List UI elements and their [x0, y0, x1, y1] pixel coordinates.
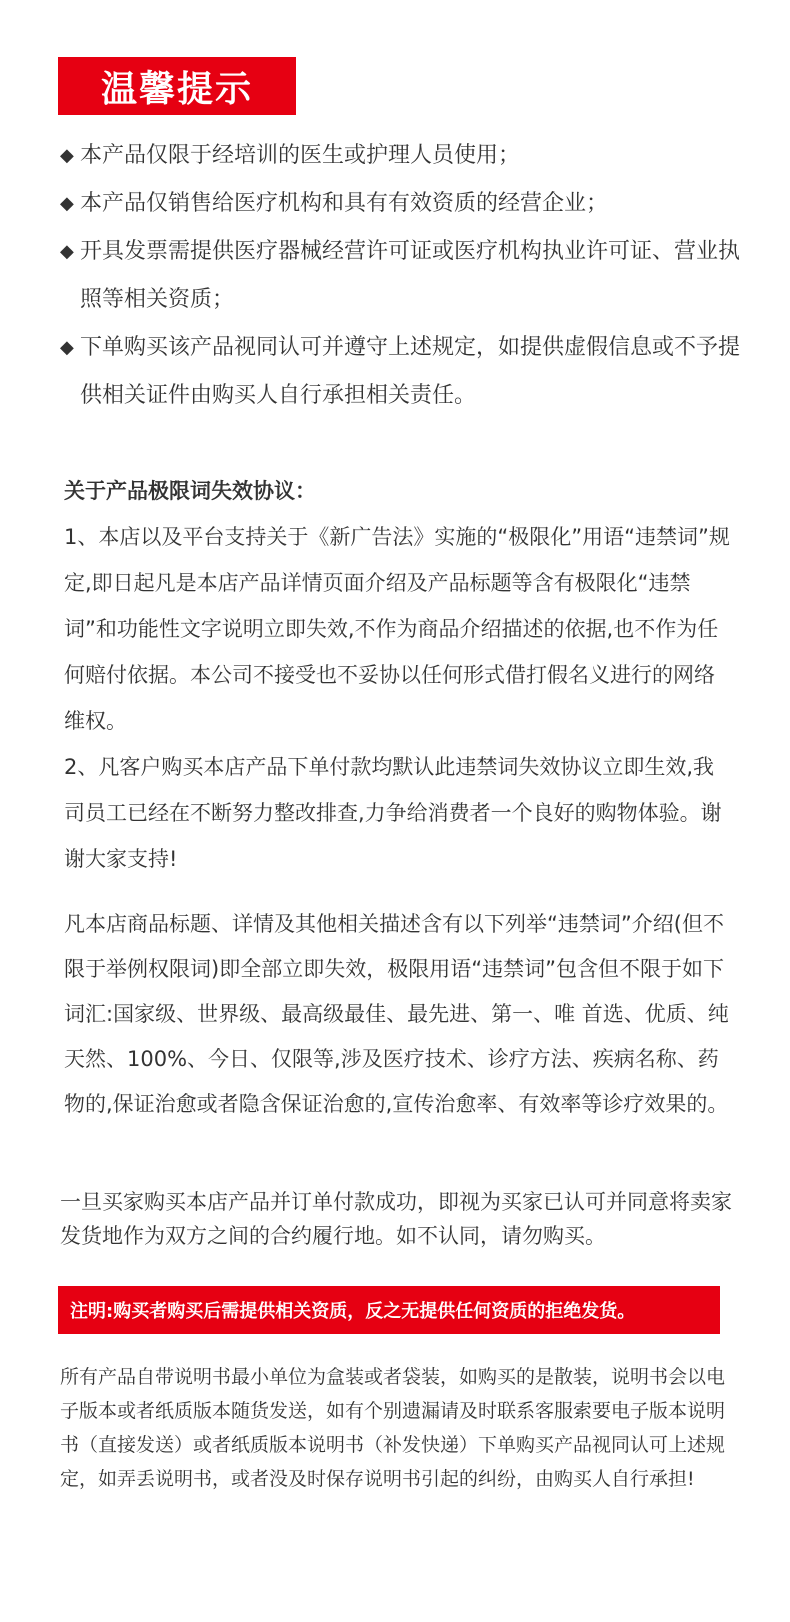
diamond-bullet-icon: ◆: [60, 145, 74, 166]
notice-item: [60, 180, 740, 228]
contract-text: 一旦买家购买本店产品并订单付款成功，即视为买家已认可并同意将卖家发货地作为双方之间的合约履行地。如不认同，请勿购买。: [60, 1190, 732, 1248]
warm-tips-banner: [58, 57, 296, 115]
agreement-item-1: 1、本店以及平台支持关于《新广告法》实施的“极限化”用语“违禁词”规定,即日起凡是本店产品详情页面介绍及产品标题等含有极限化“违禁词”和功能性文字说明立即失效,不作为商品介绍描述的依据,也不作为任何赔付依据。本公司不接受也不妥协以任何形式借打假名义进行的网络维权。: [64, 525, 730, 733]
notice-text: 本产品仅限于经培训的医生或护理人员使用；: [80, 143, 521, 168]
notice-text: 本产品仅销售给医疗机构和具有有效资质的经营企业；: [80, 191, 609, 216]
notice-text: 下单购买该产品视同认可并遵守上述规定，如提供虚假信息或不予提供相关证件由购买人自行承担相关责任。: [80, 335, 741, 408]
notice-item: [60, 324, 740, 420]
notice-item: [60, 132, 740, 180]
notice-text: 开具发票需提供医疗器械经营许可证或医疗机构执业许可证、营业执照等相关资质；: [80, 239, 741, 312]
manual-text: 所有产品自带说明书最小单位为盒装或者袋装，如购买的是散装，说明书会以电子版本或者纸质版本随货发送，如有个别遗漏请及时联系客服索要电子版本说明书（直接发送）或者纸质版本说明书（补发快递）下单购买产品视同认可上述规定，如弄丢说明书，或者没及时保存说明书引起的纠纷，由购买人自行承担!: [60, 1366, 726, 1490]
contract-section: [60, 1185, 740, 1253]
notice-list: [60, 132, 740, 420]
limit-words-agreement: [64, 468, 734, 882]
agreement-item-2: 2、凡客户购买本店产品下单付款均默认此违禁词失效协议立即生效,我司员工已经在不断努力整改排查,力争给消费者一个良好的购物体验。谢谢大家支持!: [64, 755, 722, 871]
notice-item: [60, 228, 740, 324]
diamond-bullet-icon: ◆: [60, 193, 74, 214]
qualification-note-bar: [58, 1286, 720, 1334]
forbidden-words-section: [64, 902, 734, 1127]
manual-section: [60, 1360, 725, 1496]
agreement-heading: 关于产品极限词失效协议：: [64, 479, 316, 503]
forbidden-words-text: 凡本店商品标题、详情及其他相关描述含有以下列举“违禁词”介绍(但不限于举例权限词)即全部立即失效，极限用语“违禁词”包含但不限于如下词汇:国家级、世界级、最高级最佳、最先进、第一、唯 首选、优质、纯天然、100%、今日、仅限等,涉及医疗技术、诊疗方法、疾病名称、药物的,保证治愈或者隐含保证治愈的,宣传治愈率、有效率等诊疗效果的。: [64, 912, 729, 1116]
diamond-bullet-icon: ◆: [60, 241, 74, 262]
warm-tips-title: 温馨提示: [100, 68, 253, 110]
diamond-bullet-icon: ◆: [60, 337, 74, 358]
qualification-note-text: 注明:购买者购买后需提供相关资质，反之无提供任何资质的拒绝发货。: [70, 1301, 636, 1322]
